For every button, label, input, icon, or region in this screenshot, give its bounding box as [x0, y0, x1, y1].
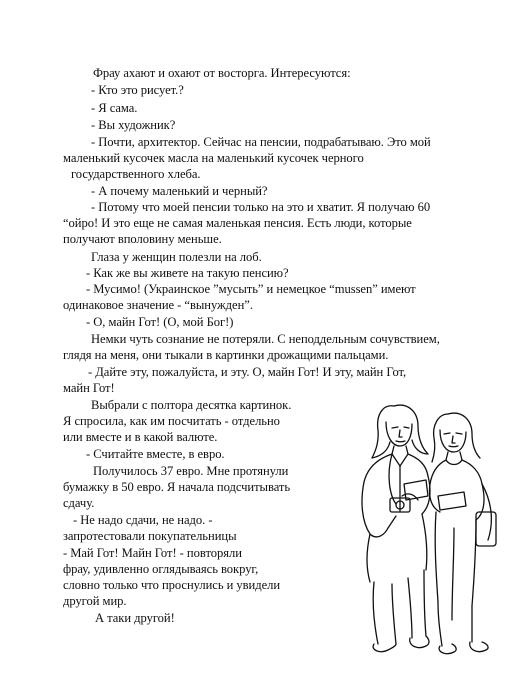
text-line: - Мусимо! (Украинское ”мусыть” и немецкое “mussen” имеют	[86, 282, 416, 296]
text-line: А таки другой!	[95, 611, 175, 625]
text-line: Немки чуть сознание не потеряли. С неподдельным сочувствием,	[91, 332, 440, 346]
text-line: - Я сама.	[91, 101, 138, 115]
two-women-sketch-icon	[352, 392, 502, 660]
text-line: государственного хлеба.	[71, 167, 201, 181]
text-line: “ойро! И это еще не самая маленькая пенсия. Есть люди, которые	[63, 216, 412, 230]
text-line: маленький кусочек масла на маленький кусочек черного	[63, 151, 364, 165]
text-line: запротестовали покупательницы	[63, 529, 237, 543]
text-line: другой мир.	[63, 594, 127, 608]
text-line: - А почему маленький и черный?	[91, 184, 268, 198]
text-line: - Почти, архитектор. Сейчас на пенсии, подрабатываю. Это мой	[91, 135, 431, 149]
text-line: Выбрали с полтора десятка картинок.	[91, 398, 292, 412]
text-line: - Дайте эту, пожалуйста, и эту. О, майн Гот! И эту, майн Гот,	[88, 365, 407, 379]
text-line: - Май Гот! Майн Гот! - повторяли	[63, 546, 242, 560]
text-line: получают вполовину меньше.	[63, 232, 222, 246]
text-line: или вместе и в какой валюте.	[63, 430, 218, 444]
text-line: Глаза у женщин полезли на лоб.	[91, 250, 262, 264]
text-line: бумажку в 50 евро. Я начала подсчитывать	[63, 480, 291, 494]
text-line: - Потому что моей пенсии только на это и хватит. Я получаю 60	[91, 200, 431, 214]
text-line: одинаковое значение - “вынужден”.	[63, 298, 253, 312]
text-line: - О, майн Гот! (О, мой Бог!)	[86, 315, 234, 329]
text-line: Я спросила, как им посчитать - отдельно	[63, 414, 280, 428]
text-line: Фрау ахают и охают от восторга. Интересуются:	[93, 66, 351, 80]
text-line: - Как же вы живете на такую пенсию?	[86, 266, 289, 280]
text-line: - Не надо сдачи, не надо. -	[73, 513, 213, 527]
text-line: глядя на меня, они тыкали в картинки дрожащими пальцами.	[63, 348, 389, 362]
text-line: сдачу.	[63, 496, 95, 510]
text-line: майн Гот!	[63, 381, 115, 395]
text-line: фрау, удивленно оглядываясь вокруг,	[63, 562, 259, 576]
text-line: - Вы художник?	[91, 118, 176, 132]
text-line: словно только что проснулись и увидели	[63, 578, 281, 592]
text-line: - Считайте вместе, в евро.	[86, 447, 225, 461]
text-line: Получилось 37 евро. Мне протянули	[93, 464, 289, 478]
text-line: - Кто это рисует.?	[91, 83, 184, 97]
